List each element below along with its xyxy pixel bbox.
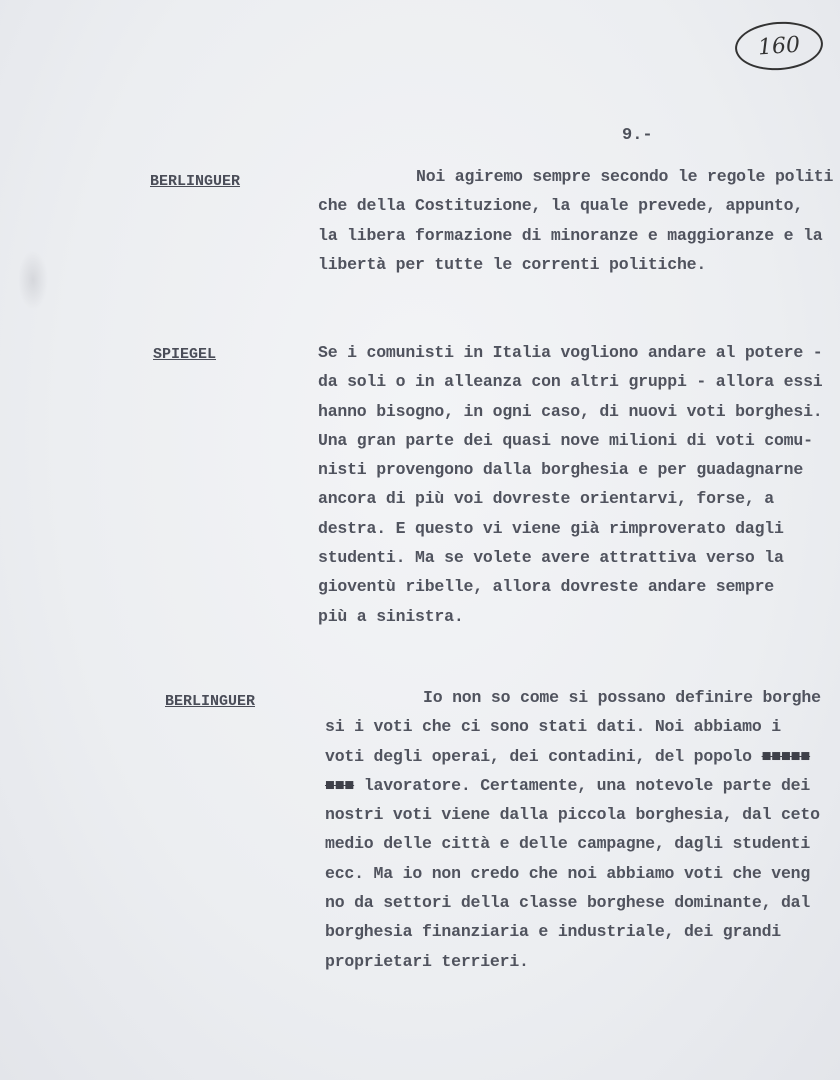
text-line: destra. E questo vi viene già rimproverato dagli [318,518,784,538]
text-line: gioventù ribelle, allora dovreste andare sempre [318,577,774,597]
struck-out-text: ■■■ [325,775,355,795]
text-line: hanno bisogno, in ogni caso, di nuovi voti borghesi. [318,401,823,421]
text-line: Se i comunisti in Italia vogliono andare al potere - [318,343,823,362]
speaker-label: BERLINGUER [165,693,256,710]
text-line: proprietari terrieri. [325,951,529,971]
text-line: si i voti che ci sono stati dati. Noi abbiamo i [325,717,781,737]
text-line-content: voti degli operai, dei contadini, del popolo [325,746,752,766]
text-line: Io non so come si possano definire borghe [423,688,821,707]
speech-block [318,162,838,279]
text-line-content: lavoratore. Certamente, una notevole parte dei [363,775,811,795]
text-line: nostri voti viene dalla piccola borghesia, dal ceto [325,805,820,825]
text-line: studenti. Ma se volete avere attrattiva verso la [318,548,784,568]
text-line: che della Costituzione, la quale prevede, appunto, [318,196,804,216]
struck-out-text: ■■■■■ [761,746,811,766]
speech-block [325,683,840,976]
text-line: più a sinistra. [318,606,464,626]
text-line: libertà per tutte le correnti politiche. [318,254,707,274]
text-line: Noi agiremo sempre secondo le regole politi [416,167,834,186]
text-line: da soli o in alleanza con altri gruppi - allora essi [318,372,823,392]
speaker-label: SPIEGEL [153,346,217,363]
archive-stamp [733,19,824,73]
page-number: 9.- [622,126,653,145]
text-line: ancora di più voi dovreste orientarvi, forse, a [318,489,774,509]
stamp-number: 160 [757,32,801,60]
text-line: borghesia finanziaria e industriale, dei grandi [325,922,781,942]
speaker-label: BERLINGUER [150,173,241,190]
speech-block [318,338,838,631]
text-line: nisti provengono dalla borghesia e per guadagnarne [318,460,804,480]
text-line [325,771,840,800]
paper-smudge [18,250,48,310]
text-line: medio delle città e delle campagne, dagli studenti [325,834,811,854]
text-line: ecc. Ma io non credo che noi abbiamo voti che veng [325,863,811,883]
text-line [325,742,840,771]
text-line: no da settori della classe borghese dominante, dal [325,893,811,913]
text-line: Una gran parte dei quasi nove milioni di voti comu- [318,430,813,450]
text-line: la libera formazione di minoranze e maggioranze e la [318,225,823,245]
